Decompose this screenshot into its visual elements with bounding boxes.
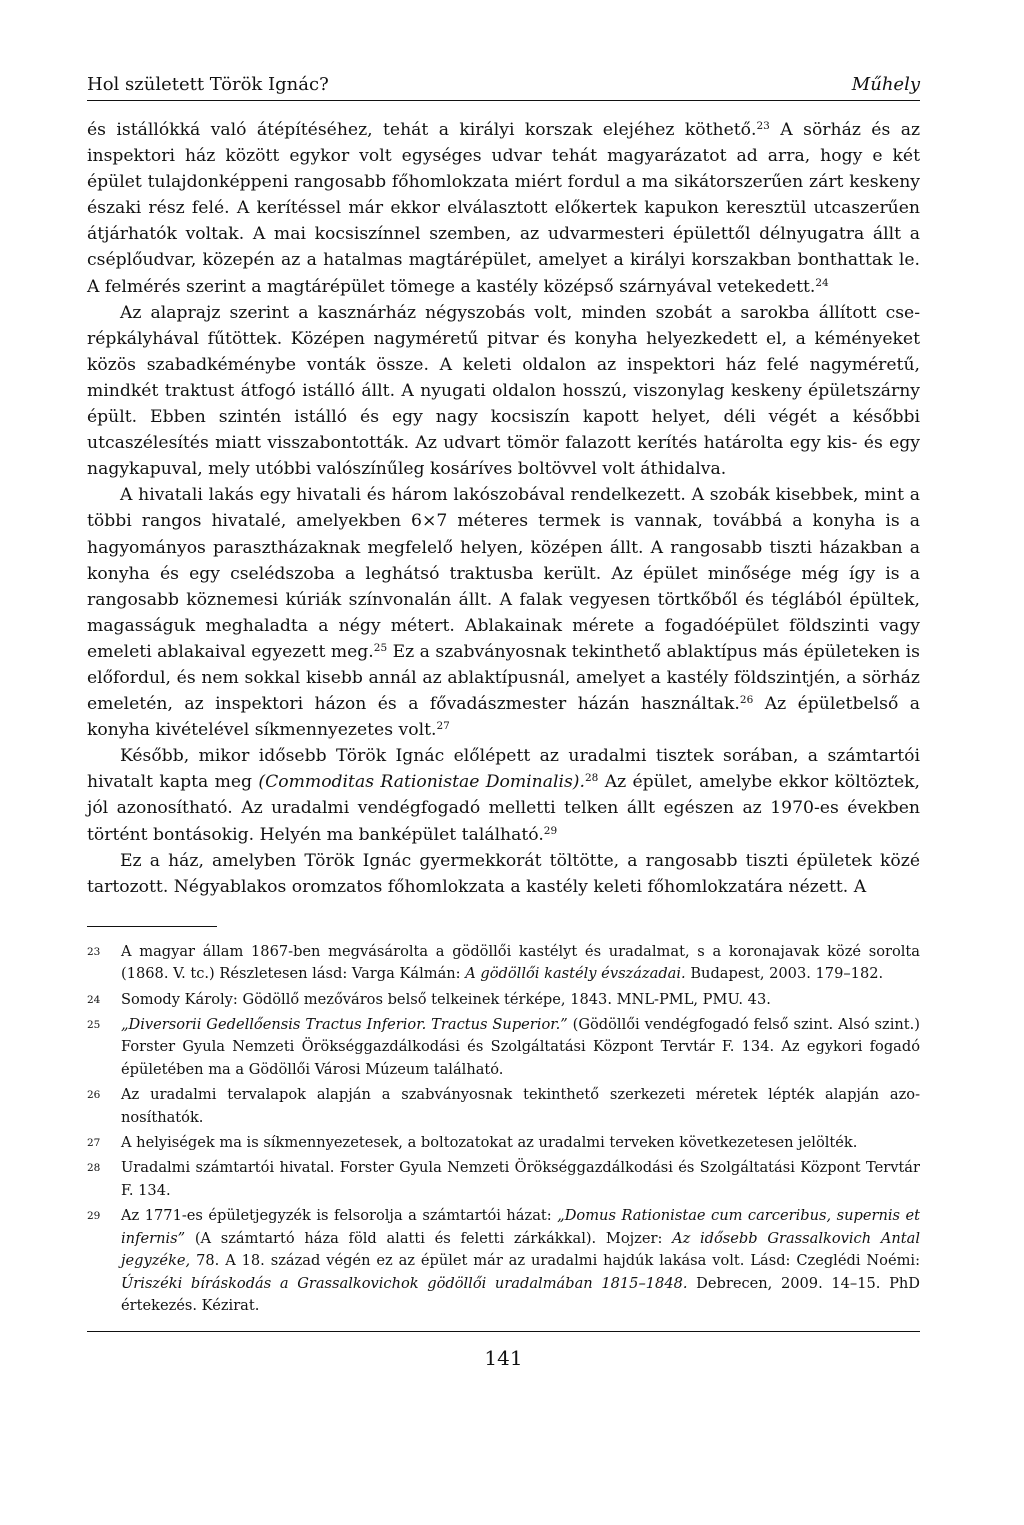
text-run: Az épületbelső a konyha kivételével síkmennyezetes volt.: [87, 694, 920, 741]
italic-text: A gödöllői kastély évszázadai.: [465, 965, 686, 983]
footnote: [87, 1205, 920, 1317]
paragraph: [87, 117, 920, 300]
text-run: Somody Károly: Gödöllő mezőváros belső telkeinek térképe, 1843. MNL-PML, PMU. 43.: [121, 990, 771, 1008]
text-run: A hivatali lakás egy hivatali és három lakószobával rendelkezett. A szobák kisebbek, mint a többi rangos hivatalé, amelyekben 6×7 méteres termek is vannak, továbbá a konyha is a hagyományos parasztházaknak megfelelő helyen, középen állt. A rangosabb tiszti házakban a konyha és egy cselédszoba a leghátsó traktusba került. Az épület minősége még így is a rangosabb köznemesi kúriák színvonalán állt. A falak vegyesen törtkőből és téglából épültek, magasságuk meghaladta a négy métert. Ablakainak mérete a fogadóépület földszinti vagy emeleti ablakaival egyezett meg.: [87, 485, 920, 662]
footnote-number: 29: [87, 1210, 101, 1223]
italic-text: (Commoditas Rationistae Dominalis).: [258, 772, 585, 793]
footnote-number: 28: [87, 1162, 101, 1175]
text-run: (Gödöllői vendégfogadó felső szint. Alsó szint.) Forster Gyula Nemzeti Örökséggazdálkodási és Szolgáltatási Központ Tervtár F. 134. Az egykori fogadó épületében ma a Gödöllői Városi Múzeum található.: [121, 1016, 920, 1078]
footnote-ref: 24: [815, 276, 829, 289]
footnote: [87, 941, 920, 986]
footnote-ref: 29: [543, 824, 558, 837]
page-number: 141: [484, 1346, 523, 1371]
text-run: Az uradalmi tervalapok alapján a szabványosnak tekinthető szerkezeti méretek lépték alapján azonosíthatók.: [121, 1086, 920, 1126]
footnote-number: 25: [87, 1019, 101, 1032]
footnote-text: [121, 1132, 920, 1154]
footnote: [87, 1014, 920, 1081]
section-name: Műhely: [851, 74, 920, 95]
footnote: [87, 1157, 920, 1202]
text-run: Ez a szabványosnak tekinthető ablaktípus más épületeken is előfordul, és nem sokkal kisebb annál az ablaktípusnál, amelyet a kastély földszintjén, a sörház emeletén, az inspektori házon és a fővadászmester házán használtak.: [87, 641, 920, 715]
footnotes: [87, 941, 920, 1318]
text-run: Debrecen, 2009. 14–15. PhD értekezés. Kézirat.: [121, 1274, 920, 1314]
footnote-number: 23: [87, 945, 101, 958]
text-run: és istállókká való átépítéséhez, tehát a királyi korszak elejéhez köthető.: [87, 120, 757, 140]
text-run: Az épület, amelybe ekkor költöztek, jól azonosítható. Az uradalmi vendégfogadó melletti telken állt egészen az 1970-es években történt bontásokig. Helyén ma banképület található.: [87, 772, 920, 845]
text-run: A helyiségek ma is síkmennyezetesek, a boltozatokat az uradalmi terveken következetesen jelölték.: [121, 1134, 858, 1152]
text-run: Az alaprajz szerint a kasznárház négyszobás volt, minden szobát a sarokba állított cserépkályhával fűtöttek. Középen nagyméretű pitvar és konyha helyezkedett el, a kéményeket közös szabadkéménybe vonták össze. A keleti oldalon az inspektori ház felé nagyméretű, mindkét traktust átfogó istálló állt. A nyugati oldalon hosszú, viszonylag keskeny épületszárny épült. Ebben szintén istálló és egy nagy kocsiszín kapott helyet, déli végét a későbbi utcaszélesítés miatt visszabontották. Az udvart tömör falazott kerítés határolta egy kis- és egy nagykapuval, mely utóbbi valószínűleg kosáríves boltövvel volt áthidalva.: [87, 302, 920, 480]
footnote: [87, 1132, 920, 1154]
paragraph: [87, 848, 920, 900]
text-run: Az 1771-es épületjegyzék is felsorolja a számtartói házat:: [121, 1207, 558, 1225]
text-run: Uradalmi számtartói hivatal. Forster Gyula Nemzeti Örökséggazdálkodási és Szolgáltatási Központ Tervtár F. 134.: [121, 1159, 920, 1199]
footnote-ref: 25: [373, 641, 388, 654]
document-page: [87, 74, 920, 1370]
text-run: (A számtartó háza föld alatti és feletti zárkákkal). Mojzer:: [185, 1229, 673, 1247]
text-run: Később, mikor idősebb Török Ignác előlépett az uradalmi tisztek sorában, a számtartói hivatalt kapta meg: [87, 746, 920, 793]
footnote: [87, 989, 920, 1011]
footnote-ref: 28: [584, 772, 599, 785]
italic-text: „Domus Rationistae cum carceribus, supernis et infernis”: [121, 1207, 920, 1247]
paragraph: [87, 482, 920, 743]
italic-text: Úriszéki bíráskodás a Grassalkovichok gödöllői uradalmában 1815–1848.: [121, 1274, 688, 1292]
text-run: Budapest, 2003. 179–182.: [685, 965, 884, 983]
footnote-number: 26: [87, 1089, 101, 1102]
footnote-separator: [87, 926, 217, 927]
running-header: [87, 74, 920, 101]
footnote: [87, 1084, 920, 1129]
text-run: Ez a ház, amelyben Török Ignác gyermekkorát töltötte, a rangosabb tiszti épületek közé tartozott. Négyablakos oromzatos főhomlokzata a kastély keleti főhomlokzatára nézett. A: [87, 850, 920, 897]
body-text: [87, 117, 920, 900]
paragraph: [87, 300, 920, 483]
footnote-text: [121, 1205, 920, 1317]
footnote-text: [121, 1014, 920, 1081]
footnote-number: 24: [87, 993, 101, 1006]
paragraph: [87, 743, 920, 847]
footnote-ref: 26: [739, 694, 754, 707]
footnote-ref: 27: [436, 720, 450, 733]
footnote-text: [121, 941, 920, 986]
footnote-text: [121, 989, 920, 1011]
text-run: A sörház és az inspektori ház között egykor volt egységes udvar tehát magyarázatot ad arra, hogy e két épület tulajdonképpeni rangosabb főhomlokzata miért fordul a ma sikátorszerűen zárt keskeny északi rész felé. A kerítéssel már ekkor elválasztott előkertek kapukon keresztül utcaszerűen átjárhatók voltak. A mai kocsiszínnel szemben, az udvarmesteri épülettől délnyugatra állt a cséplőudvar, közepén az a hatalmas magtárépület, amelyet a királyi korszakban bonthattak le. A felmérés szerint a magtárépület tömege a kastély középső szárnyával vetekedett.: [87, 120, 920, 297]
footnote-ref: 23: [756, 120, 770, 132]
footnote-text: [121, 1084, 920, 1129]
footnote-text: [121, 1157, 920, 1202]
text-run: 78. A 18. század végén ez az épület már az uradalmi hajdúk lakása volt. Lásd: Czeglédi Noémi:: [190, 1252, 920, 1270]
text-run: A magyar állam 1867-ben megvásárolta a gödöllői kastélyt és uradalmat, s a koronajavak közé sorolta (1868. V. tc.) Részletesen lásd: Varga Kálmán:: [121, 942, 920, 983]
running-title: Hol született Török Ignác?: [87, 74, 329, 95]
italic-text: „Diversorii Gedellőensis Tractus Inferior. Tractus Superior.”: [121, 1016, 568, 1034]
bottom-rule: [87, 1331, 920, 1332]
italic-text: Az idősebb Grassalkovich Antal jegyzéke,: [121, 1229, 920, 1270]
footnote-number: 27: [87, 1137, 101, 1150]
